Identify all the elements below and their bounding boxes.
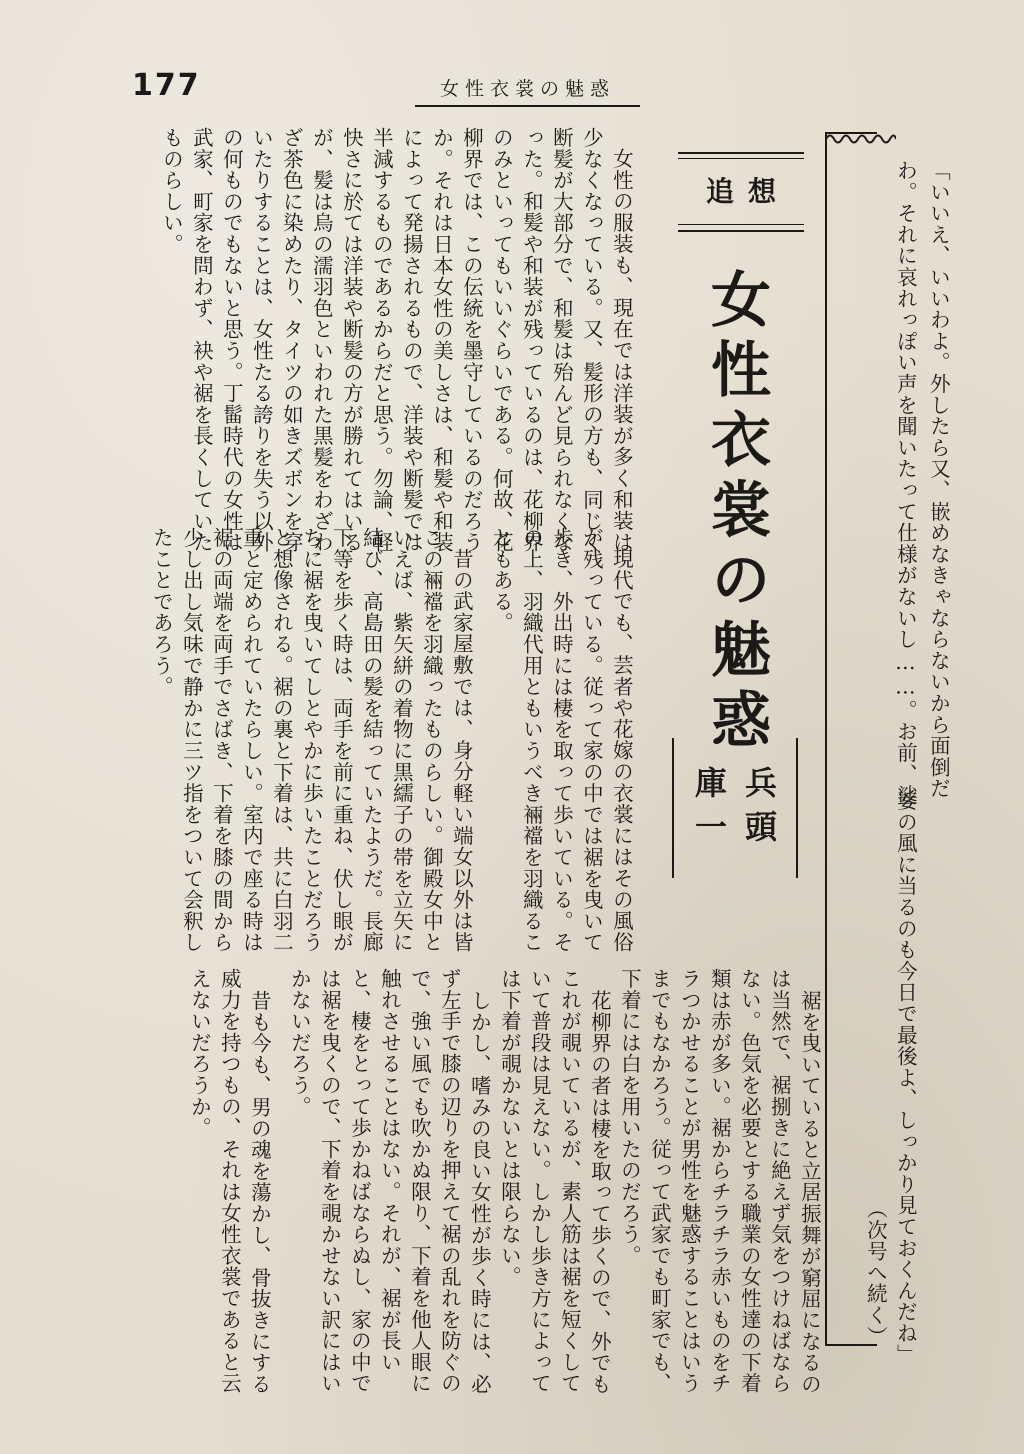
mid-lower-line: 裾の両端を両手でさばき、下着を膝の間から	[209, 527, 234, 953]
right-lower-line: 類は赤が多い。裾からチラチラ赤いものをチ	[707, 968, 732, 1394]
running-title: 女性衣裳の魅惑	[415, 74, 640, 107]
heading-rule-bottom-inner	[678, 224, 804, 225]
left-col-line: った。和髪や和装が残っているのは、花柳界	[519, 127, 544, 553]
author-name-2: 庫一	[690, 766, 728, 854]
right-lower-line: 威力を持つもの、それは女性衣裳であると云	[217, 968, 242, 1394]
right-lower-line: 花柳界の者は棲を取って歩くので、外でも	[587, 990, 612, 1395]
author-name-1: 兵頭	[740, 766, 778, 854]
left-col-line: 少なくなっている。又、髪形の方も、同じく	[579, 127, 604, 553]
serial-box	[825, 132, 877, 1346]
right-lower-line: で、強い風でも吹かぬ限り、下着を他人眼に	[407, 968, 432, 1394]
right-lower-line: は当然で、裾捌きに絶えず気をつけねばなら	[767, 968, 792, 1394]
left-col-line: 断髪が大部分で、和髪は殆んど見られなくな	[549, 127, 574, 553]
left-col-line: か。それは日本女性の美しさは、和髪や和装	[429, 127, 454, 553]
mid-upper-line: 歩き、外出時には棲を取って歩いている。そ	[549, 527, 574, 953]
right-lower-line: ず左手で膝の辺りを押えて裾の乱れを防ぐの	[437, 968, 462, 1394]
mid-lower-line: この裲襠を羽織ったものらしい。御殿女中と	[419, 527, 444, 953]
mid-lower-line: 少し出し気味で静かに三ツ指をついて会釈し	[179, 527, 204, 953]
mid-lower-line: たことであろう。	[149, 527, 174, 698]
mid-lower-line: 昔の武家屋敷では、身分軽い端女以外は皆	[449, 548, 474, 953]
section-label-char-1: 追	[706, 175, 735, 208]
left-col-line: の何ものでもないと思う。丁髷時代の女性は	[219, 127, 244, 553]
mid-lower-line: いえば、紫矢絣の着物に黒繻子の帯を立矢に	[389, 527, 414, 953]
mid-lower-line: ちに裾を曳いてしとやかに歩いたことだろう	[299, 527, 324, 953]
section-label	[678, 160, 804, 220]
right-lower-line: これが覗いているが、素人筋は裾を短くして	[557, 968, 582, 1394]
serial-quote-line-1: 「いいえ、いいわよ。外したら又、嵌めなきゃならないから面倒だ	[926, 160, 951, 799]
mid-upper-line: 現代でも、芸者や花嫁の衣裳にはその風俗	[609, 548, 634, 953]
left-col-line: のみといってもいいぐらいである。何故、花	[489, 127, 514, 553]
right-lower-line: いて普段は見えない。しかし歩き方によって	[527, 968, 552, 1394]
right-lower-line: 触れさせることはない。それが、裾が長い	[377, 968, 402, 1373]
heading-rule-top	[678, 152, 804, 154]
right-lower-line: は下着が覗かないとは限らない。	[497, 968, 522, 1288]
left-col-line: 柳界では、この伝統を墨守しているのだろう	[459, 127, 484, 553]
left-col-line: 武家、町家を問わず、袂や裾を長くしていた	[189, 127, 214, 553]
mid-lower-line: 下等を歩く時は、両手を前に重ね、伏し眼が	[329, 527, 354, 953]
right-lower-line: 裾を曳いていると立居振舞が窮屈になるの	[797, 990, 822, 1395]
serial-quote-line-2: わ。それに哀れっぽい声を聞いたって仕様がないし……。お前、娑	[893, 160, 918, 806]
mid-upper-line: が残っている。従って家の中では裾を曳いて	[579, 527, 604, 953]
left-col-line: によって発揚されるもので、洋装や断髪では	[399, 127, 424, 553]
right-lower-line: 昔も今も、男の魂を蕩かし、骨抜きにする	[247, 990, 272, 1395]
heading-rule-top-inner	[678, 158, 804, 159]
left-col-line: 女性の服装も、現在では洋装が多く和装は	[609, 148, 634, 553]
left-col-line: いたりすることは、女性たる誇りを失う以外	[249, 127, 274, 553]
author-box	[672, 738, 798, 878]
section-label-char-2: 想	[747, 175, 776, 208]
right-lower-line: しかし、嗜みの良い女性が歩く時には、必	[467, 990, 492, 1395]
page-number: 177	[132, 68, 201, 103]
article-title: 女性衣裳の魅惑	[701, 268, 771, 758]
right-lower-line: までもなかろう。従って武家でも町家でも、	[647, 968, 672, 1394]
next-issue-note: （次号へ続く）	[863, 1198, 888, 1348]
left-col-line: ものらしい。	[159, 127, 184, 255]
left-col-line: 快さに於ては洋装や断髪の方が勝れてはいる	[339, 127, 364, 553]
right-lower-line: かないだろう。	[287, 968, 312, 1118]
serial-continuation: 婆の風に当るのも今日で最後よ、しっかり見ておくんだね」	[893, 790, 918, 1366]
left-col-line: ざ茶色に染めたり、タイツの如きズボンを穿	[279, 127, 304, 553]
mid-upper-line: ともある。	[489, 527, 514, 634]
right-lower-line: ラつかせることが男性を魅惑することはいう	[677, 968, 702, 1394]
mid-upper-line: の上、羽織代用ともいうべき裲襠を羽織るこ	[519, 527, 544, 953]
mid-lower-line: と想像される。裾の裏と下着は、共に白羽二	[269, 527, 294, 953]
mid-lower-line: 結び、高島田の髪を結っていたようだ。長廊	[359, 527, 384, 953]
right-lower-line: ない。色気を必要とする職業の女性達の下着	[737, 968, 762, 1394]
left-col-line: が、髪は烏の濡羽色といわれた黒髪をわざわ	[309, 127, 334, 553]
right-lower-line: えないだろうか。	[187, 968, 212, 1139]
heading-rule-bottom	[678, 230, 804, 232]
left-col-line: 半減するものであるからだと思う。勿論、軽	[369, 127, 394, 553]
right-lower-line: は裾を曳くので、下着を覗かせない訳にはい	[317, 968, 342, 1394]
right-lower-line: 下着には白を用いたのだろう。	[617, 968, 642, 1267]
right-lower-line: と、棲をとって歩かねばならぬし、家の中で	[347, 968, 372, 1394]
mid-lower-line: 重と定められていたらしい。室内で座る時は	[239, 527, 264, 953]
